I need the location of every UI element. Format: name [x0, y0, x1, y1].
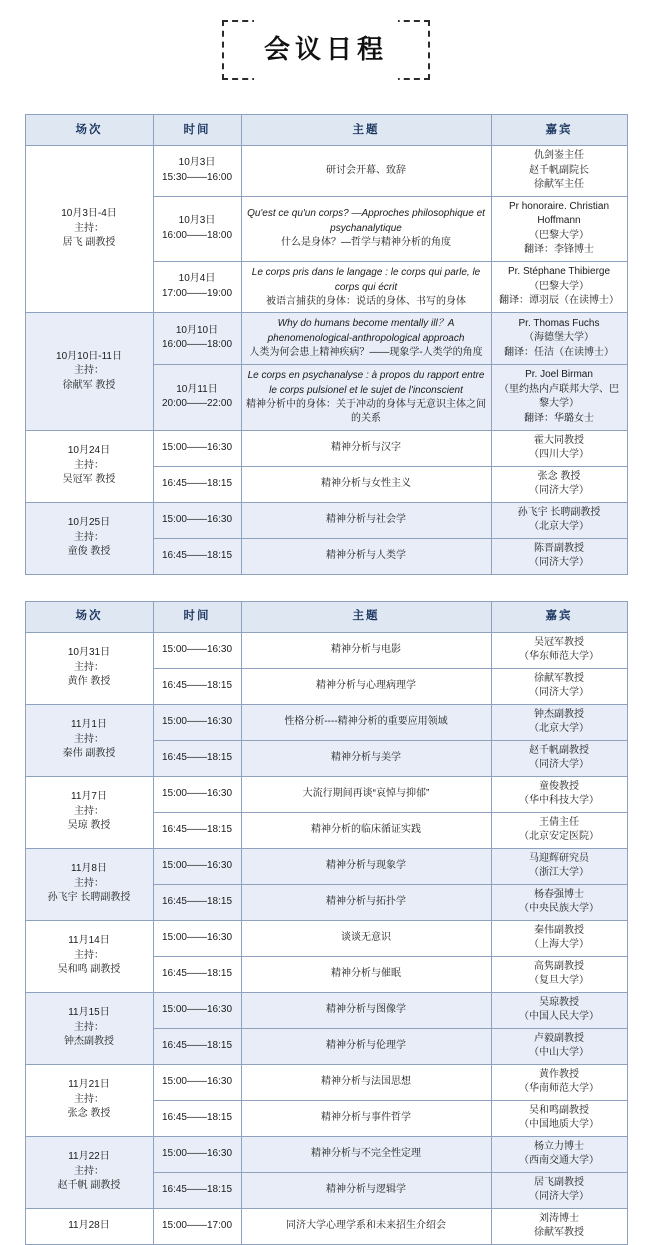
- table-row: [25, 146, 627, 197]
- topic-cell: [241, 1172, 491, 1208]
- topic-title: 精神分析与图像学: [326, 1003, 406, 1015]
- topic-cell: [241, 466, 491, 502]
- guest-cell: 吴琼教授 （中国人民大学）: [491, 992, 627, 1028]
- topic-cell: [241, 992, 491, 1028]
- column-header: 场次: [25, 601, 153, 632]
- time-cell: 15:00——16:30: [153, 502, 241, 538]
- time-cell: 16:45——18:15: [153, 1028, 241, 1064]
- schedule-tables: [0, 114, 652, 1245]
- guest-cell: 吴冠军教授 （华东师范大学）: [491, 632, 627, 668]
- table-row: [25, 848, 627, 884]
- topic-cell: [241, 430, 491, 466]
- guest-cell: Pr. Joel Birman （里约热内卢联邦大学、巴黎大学） 翻译：华璐女士: [491, 364, 627, 430]
- guest-cell: Pr. Thomas Fuchs （海德堡大学） 翻译：任洁（在读博士）: [491, 313, 627, 365]
- topic-title: 被语言捕获的身体：说话的身体、书写的身体: [266, 295, 466, 307]
- topic-cell: [241, 848, 491, 884]
- guest-cell: 王倩主任 （北京安定医院）: [491, 812, 627, 848]
- topic-title: 精神分析与汉字: [331, 441, 401, 453]
- topic-title: 研讨会开幕、致辞: [326, 164, 406, 176]
- guest-cell: 居飞副教授 （同济大学）: [491, 1172, 627, 1208]
- guest-cell: 高隽副教授 （复旦大学）: [491, 956, 627, 992]
- time-cell: 16:45——18:15: [153, 740, 241, 776]
- topic-cell: [241, 1100, 491, 1136]
- guest-cell: 仇剑崟主任 赵千帆副院长 徐献军主任: [491, 146, 627, 197]
- guest-cell: Pr honoraire. Christian Hoffmann （巴黎大学） 翻译：李锋博士: [491, 196, 627, 261]
- time-cell: 10月3日 15:30——16:00: [153, 146, 241, 197]
- time-cell: 16:45——18:15: [153, 956, 241, 992]
- topic-cell: [241, 812, 491, 848]
- guest-cell: 吴和鸣副教授 （中国地质大学）: [491, 1100, 627, 1136]
- topic-title: 性格分析----精神分析的重要应用领域: [284, 715, 448, 727]
- topic-cell: [241, 776, 491, 812]
- table-row: [25, 632, 627, 668]
- topic-cell: [241, 956, 491, 992]
- guest-cell: 童俊教授 （华中科技大学）: [491, 776, 627, 812]
- topic-title: 什么是身体？—哲学与精神分析的角度: [281, 237, 451, 249]
- time-cell: 15:00——16:30: [153, 1136, 241, 1172]
- topic-title: 精神分析与社会学: [326, 513, 406, 525]
- session-cell: 10月25日 主持： 童俊 教授: [25, 502, 153, 574]
- page-title: 会议日程: [263, 34, 388, 64]
- guest-cell: 徐献军教授 （同济大学）: [491, 668, 627, 704]
- topic-title: 精神分析与伦理学: [326, 1039, 406, 1051]
- topic-cell: [241, 313, 491, 365]
- title-frame-left-notch: [220, 48, 228, 52]
- topic-title: 精神分析与催眠: [331, 967, 401, 979]
- topic-cell: [241, 261, 491, 313]
- topic-title: 大流行期间再谈“哀悼与抑郁”: [302, 787, 430, 799]
- time-cell: 16:45——18:15: [153, 1172, 241, 1208]
- guest-cell: Pr. Stéphane Thibierge （巴黎大学） 翻译：谭羽辰（在读博士）: [491, 261, 627, 313]
- topic-title: 精神分析与美学: [331, 751, 401, 763]
- session-cell: 11月22日 主持： 赵千帆 副教授: [25, 1136, 153, 1208]
- guest-cell: 赵千帆副教授 （同济大学）: [491, 740, 627, 776]
- session-cell: 10月24日 主持： 吴冠军 教授: [25, 430, 153, 502]
- guest-cell: 钟杰副教授 （北京大学）: [491, 704, 627, 740]
- topic-title: 人类为何会患上精神疾病？——现象学-人类学的角度: [249, 347, 483, 358]
- column-header: 嘉宾: [491, 115, 627, 146]
- table-row: [25, 1064, 627, 1100]
- schedule-table: [25, 114, 628, 575]
- topic-cell: [241, 740, 491, 776]
- column-header: 主题: [241, 601, 491, 632]
- column-header: 场次: [25, 115, 153, 146]
- session-cell: 11月21日 主持： 张念 教授: [25, 1064, 153, 1136]
- topic-title: 精神分析与女性主义: [321, 477, 411, 489]
- time-cell: 15:00——16:30: [153, 430, 241, 466]
- title-banner: [0, 20, 652, 80]
- guest-cell: 秦伟副教授 （上海大学）: [491, 920, 627, 956]
- time-cell: 15:00——17:00: [153, 1208, 241, 1244]
- time-cell: 10月4日 17:00——19:00: [153, 261, 241, 313]
- time-cell: 10月11日 20:00——22:00: [153, 364, 241, 430]
- guest-cell: 孙飞宇 长聘副教授 （北京大学）: [491, 502, 627, 538]
- title-frame: [222, 20, 430, 80]
- column-header: 嘉宾: [491, 601, 627, 632]
- session-cell: 11月15日 主持： 钟杰副教授: [25, 992, 153, 1064]
- topic-cell: [241, 196, 491, 261]
- guest-cell: 杨立力博士 （西南交通大学）: [491, 1136, 627, 1172]
- session-cell: 11月1日 主持： 秦伟 副教授: [25, 704, 153, 776]
- session-cell: 11月14日 主持： 吴和鸣 副教授: [25, 920, 153, 992]
- title-frame-right-notch: [424, 48, 432, 52]
- topic-title: 精神分析与电影: [331, 643, 401, 655]
- session-cell: 10月31日 主持： 黄作 教授: [25, 632, 153, 704]
- topic-title: 精神分析与心理病理学: [316, 679, 416, 691]
- topic-cell: [241, 632, 491, 668]
- time-cell: 16:45——18:15: [153, 884, 241, 920]
- guest-cell: 卢毅副教授 （中山大学）: [491, 1028, 627, 1064]
- time-cell: 15:00——16:30: [153, 1064, 241, 1100]
- session-cell: 11月7日 主持： 吴琼 教授: [25, 776, 153, 848]
- table-row: [25, 313, 627, 365]
- session-cell: 11月8日 主持： 孙飞宇 长聘副教授: [25, 848, 153, 920]
- topic-cell: [241, 502, 491, 538]
- guest-cell: 马迎辉研究员 （浙江大学）: [491, 848, 627, 884]
- time-cell: 16:45——18:15: [153, 466, 241, 502]
- time-cell: 10月3日 16:00——18:00: [153, 196, 241, 261]
- guest-cell: 杨春强博士 （中央民族大学）: [491, 884, 627, 920]
- topic-title: 精神分析的临床循证实践: [311, 823, 421, 835]
- topic-original-title: Why do humans become mentally ill？A phenomenological-anthropological approach: [267, 318, 465, 344]
- table-row: [25, 430, 627, 466]
- table-row: [25, 704, 627, 740]
- topic-cell: [241, 920, 491, 956]
- time-cell: 16:45——18:15: [153, 1100, 241, 1136]
- topic-cell: [241, 884, 491, 920]
- column-header: 时间: [153, 115, 241, 146]
- table-row: [25, 1136, 627, 1172]
- topic-title: 同济大学心理学系和未来招生介绍会: [286, 1219, 446, 1231]
- topic-original-title: Le corps pris dans le langage : le corps qui parle, le corps qui écrit: [251, 266, 481, 293]
- topic-cell: [241, 704, 491, 740]
- topic-title: 精神分析与法国思想: [321, 1075, 411, 1087]
- topic-title: 精神分析中的身体：关于冲动的身体与无意识主体之间的关系: [246, 398, 486, 424]
- topic-title: 谈谈无意识: [341, 931, 391, 943]
- guest-cell: 霍大同教授 （四川大学）: [491, 430, 627, 466]
- topic-title: 精神分析与不完全性定理: [311, 1147, 421, 1159]
- time-cell: 15:00——16:30: [153, 776, 241, 812]
- topic-cell: [241, 1208, 491, 1244]
- topic-title: 精神分析与现象学: [326, 859, 406, 871]
- schedule-table: [25, 601, 628, 1245]
- topic-cell: [241, 146, 491, 197]
- time-cell: 16:45——18:15: [153, 812, 241, 848]
- topic-cell: [241, 1136, 491, 1172]
- column-header: 主题: [241, 115, 491, 146]
- time-cell: 15:00——16:30: [153, 704, 241, 740]
- guest-cell: 黄作教授 （华南师范大学）: [491, 1064, 627, 1100]
- table-row: [25, 502, 627, 538]
- time-cell: 16:45——18:15: [153, 668, 241, 704]
- table-row: [25, 776, 627, 812]
- column-header: 时间: [153, 601, 241, 632]
- topic-original-title: Le corps en psychanalyse : à propos du rapport entre le corps pulsionel et le sujet de l'inconscient: [247, 369, 485, 396]
- time-cell: 10月10日 16:00——18:00: [153, 313, 241, 365]
- time-cell: 15:00——16:30: [153, 848, 241, 884]
- time-cell: 16:45——18:15: [153, 538, 241, 574]
- table-header-row: [25, 601, 627, 632]
- topic-original-title: Qu'est ce qu'un corps? —Approches philosophique et psychanalytique: [247, 208, 485, 235]
- topic-title: 精神分析与人类学: [326, 549, 406, 561]
- table-header-row: [25, 115, 627, 146]
- topic-cell: [241, 668, 491, 704]
- table-row: [25, 1208, 627, 1244]
- session-cell: 11月28日: [25, 1208, 153, 1244]
- guest-cell: 张念 教授 （同济大学）: [491, 466, 627, 502]
- topic-title: 精神分析与拓扑学: [326, 895, 406, 907]
- table-row: [25, 992, 627, 1028]
- topic-title: 精神分析与事件哲学: [321, 1111, 411, 1123]
- guest-cell: 陈晋副教授 （同济大学）: [491, 538, 627, 574]
- topic-cell: [241, 364, 491, 430]
- table-gap: [0, 575, 652, 601]
- session-cell: 10月10日-11日 主持： 徐献军 教授: [25, 313, 153, 431]
- topic-title: 精神分析与逻辑学: [326, 1183, 406, 1195]
- time-cell: 15:00——16:30: [153, 632, 241, 668]
- time-cell: 15:00——16:30: [153, 992, 241, 1028]
- topic-cell: [241, 1028, 491, 1064]
- guest-cell: 刘涛博士 徐献军教授: [491, 1208, 627, 1244]
- table-row: [25, 920, 627, 956]
- session-cell: 10月3日-4日 主持： 居飞 副教授: [25, 146, 153, 313]
- topic-cell: [241, 1064, 491, 1100]
- time-cell: 15:00——16:30: [153, 920, 241, 956]
- topic-cell: [241, 538, 491, 574]
